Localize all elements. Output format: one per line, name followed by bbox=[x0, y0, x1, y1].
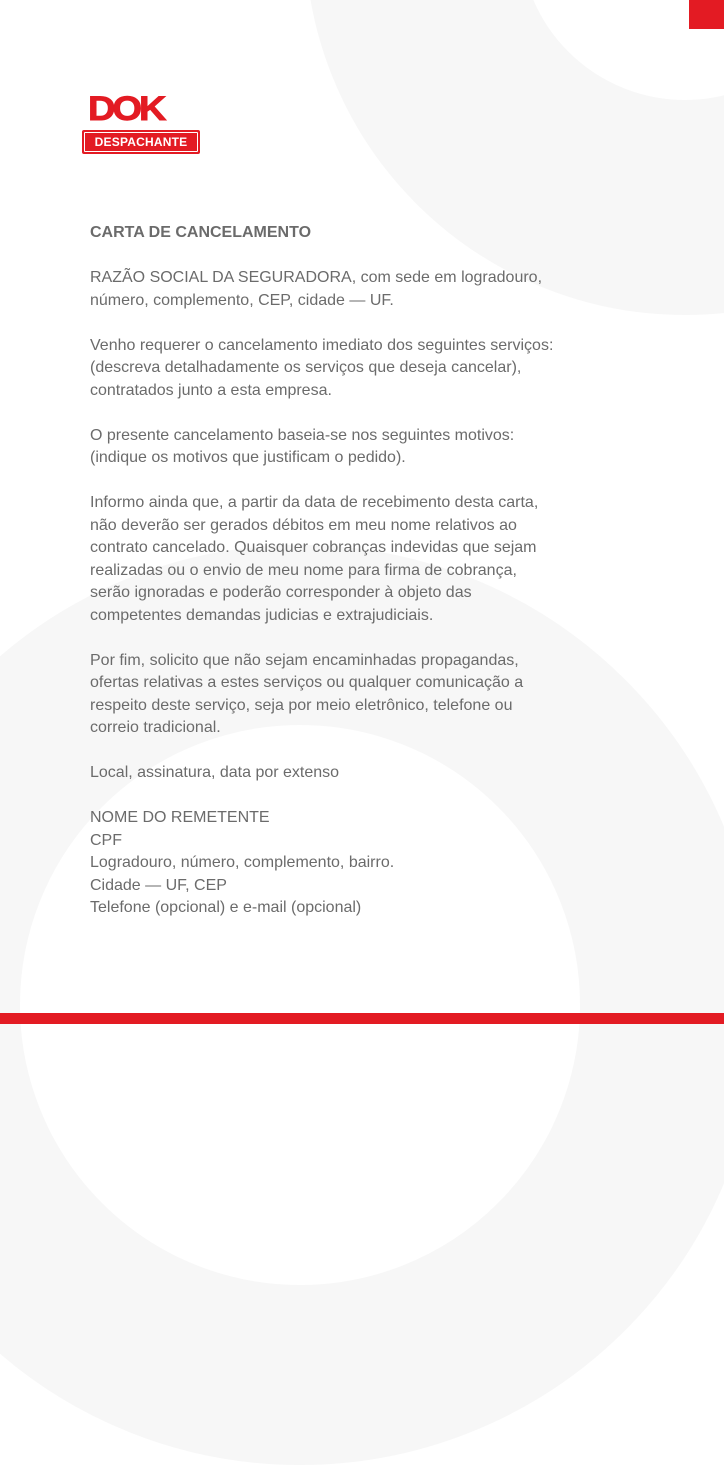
logo-wordmark: DOK bbox=[88, 90, 164, 128]
text-line: número, complemento, CEP, cidade — UF. bbox=[90, 291, 394, 309]
dok-despachante-logo bbox=[82, 90, 202, 158]
sender-cpf: CPF bbox=[90, 831, 122, 849]
communications-paragraph bbox=[90, 650, 650, 740]
sender-address: Logradouro, número, complemento, bairro. bbox=[90, 854, 395, 871]
sender-city: Cidade — UF, CEP bbox=[90, 876, 227, 894]
text-line: (descreva detalhadamente os serviços que deseja cancelar), bbox=[90, 359, 522, 376]
text-line: contratados junto a esta empresa. bbox=[90, 381, 332, 399]
text-line: não deverão ser gerados débitos em meu nome relativos ao bbox=[90, 516, 517, 534]
text-line: O presente cancelamento baseia-se nos seguintes motivos: bbox=[90, 426, 515, 444]
text-line: contrato cancelado. Quaisquer cobranças indevidas que sejam bbox=[90, 539, 537, 556]
text-line: Venho requerer o cancelamento imediato dos seguintes serviços: bbox=[90, 336, 554, 354]
recipient-paragraph bbox=[90, 267, 650, 312]
signature-line bbox=[90, 762, 650, 785]
text-line: Por fim, solicito que não sejam encaminhadas propagandas, bbox=[90, 651, 519, 669]
reasons-paragraph bbox=[90, 425, 650, 470]
text-line: (indique os motivos que justificam o pedido). bbox=[90, 449, 406, 466]
text-line: ofertas relativas a estes serviços ou qualquer comunicação a bbox=[90, 674, 524, 691]
text-line: realizadas ou o envio de meu nome para firma de cobrança, bbox=[90, 561, 517, 579]
sender-contact: Telefone (opcional) e e-mail (opcional) bbox=[90, 899, 362, 916]
text-line: Local, assinatura, data por extenso bbox=[90, 764, 340, 781]
logo-badge bbox=[82, 130, 200, 154]
text-line: RAZÃO SOCIAL DA SEGURADORA, com sede em logradouro, bbox=[90, 269, 543, 286]
letter-title: CARTA DE CANCELAMENTO bbox=[90, 224, 312, 241]
cancellation-letter bbox=[90, 222, 650, 920]
debits-paragraph bbox=[90, 492, 650, 627]
bottom-accent-bar bbox=[0, 1013, 724, 1024]
request-paragraph bbox=[90, 335, 650, 403]
corner-accent-square bbox=[689, 0, 724, 29]
sender-name: NOME DO REMETENTE bbox=[90, 809, 270, 826]
text-line: Informo ainda que, a partir da data de recebimento desta carta, bbox=[90, 494, 539, 511]
text-line: respeito deste serviço, seja por meio eletrônico, telefone ou bbox=[90, 696, 513, 714]
text-line: serão ignoradas e poderão corresponder à objeto das bbox=[90, 584, 472, 601]
sender-block bbox=[90, 807, 650, 920]
logo-badge-text: DESPACHANTE bbox=[84, 132, 198, 152]
text-line: correio tradicional. bbox=[90, 719, 221, 736]
text-line: competentes demandas judicias e extrajudiciais. bbox=[90, 606, 434, 624]
